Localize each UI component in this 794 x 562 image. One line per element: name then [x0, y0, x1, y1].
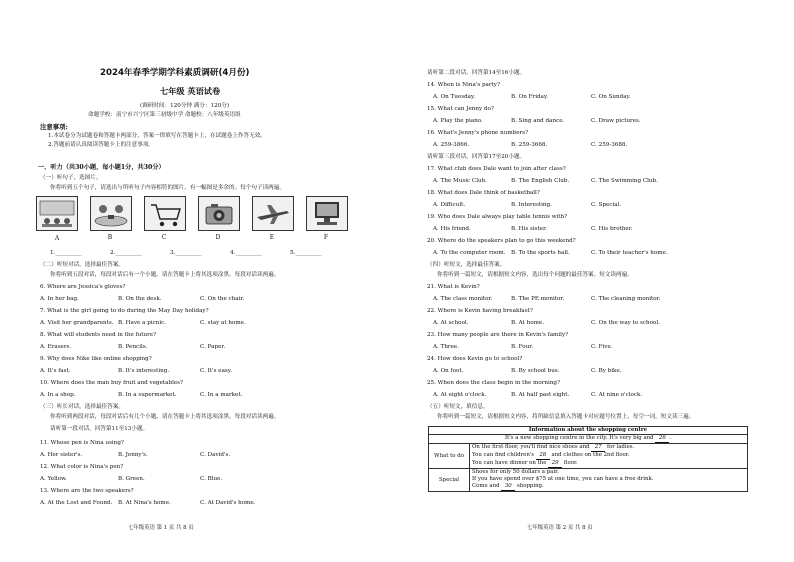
q10-option-a: A. In a shop. [40, 392, 76, 398]
line-text: You can find children's [472, 452, 535, 458]
q8-option-b: B. Pencils. [118, 344, 148, 350]
q6-option-c: C. On the chair. [200, 296, 245, 302]
q25-option-b: B. At half past eight. [511, 392, 570, 398]
picture-label-b: B [107, 234, 113, 241]
question-23: 23. How many people are there in Kevin's family? [427, 332, 569, 338]
exam-title: 2024年春季学期学科素质调研(4月份) [100, 68, 250, 78]
question-9: 9. Why does Nike like online shopping? [40, 356, 152, 362]
line-text: Come and [472, 483, 500, 489]
q12-option-c: C. Blue. [200, 476, 223, 482]
answer-blank-3: 3._________ [170, 250, 202, 256]
question-14: 14. When is Nina's party? [427, 82, 500, 88]
q9-option-c: C. It's easy. [200, 368, 232, 374]
section-2-instructions: 你将听到五段对话，每段对话后有一个小题。请在答题卡上将其选项涂黑。每段对话读两遍。 [50, 272, 280, 278]
answer-27: 27 [591, 444, 605, 452]
q10-option-b: B. In a supermarket. [118, 392, 177, 398]
q14-option-c: C. On Sunday. [591, 94, 631, 100]
table-header: Information about the shopping centre [429, 427, 748, 435]
q20-option-a: A. To the computer room. [433, 250, 506, 256]
q9-option-b: B. It's interesting. [118, 368, 170, 374]
section-5-heading: （五）听短文，填信息。 [427, 404, 489, 410]
q14-option-b: B. On Friday. [511, 94, 549, 100]
part-1-heading: 一、听力（共30小题，每小题1分，共30分） [38, 164, 165, 171]
picture-label-a: A [54, 235, 60, 242]
answer-30: 30 [501, 483, 515, 491]
table-intro-text: It's a new shopping centre in the city. It's very big and [504, 435, 654, 441]
picture-e-airplane [252, 196, 294, 231]
special-line-2: If you have spend over $75 at one time, you can have a free drink. [472, 476, 654, 482]
q17-option-b: B. The English Club. [511, 178, 570, 184]
q19-option-b: B. His sister. [511, 226, 547, 232]
special-line-1: Shoes for only 50 dollars a pair. [472, 469, 559, 475]
row-label-special: Special [429, 469, 470, 492]
section-4-heading: （四）听短文，选择最佳答案。 [427, 262, 506, 268]
section-1-heading: （一）听句子，选图片。 [40, 175, 102, 181]
section-4-instructions: 你将听到一篇短文，请根据短文内容，选出每个问题的最佳答案。短文读两遍。 [437, 272, 633, 278]
page-2-footer: 七年级英语 第 2 页 共 8 页 [527, 525, 593, 531]
answer-blank-2: 2._________ [110, 250, 142, 256]
q18-option-c: C. Special. [591, 202, 622, 208]
q12-option-b: B. Green. [118, 476, 145, 482]
exam-subtitle: 七年级 英语试卷 [160, 86, 221, 96]
picture-label-f: F [323, 234, 329, 241]
q11-option-c: C. David's. [200, 452, 231, 458]
page-1-footer: 七年级英语 第 1 页 共 8 页 [128, 525, 194, 531]
q20-option-b: B. To the sports hall. [511, 250, 570, 256]
q19-option-c: C. His brother. [591, 226, 633, 232]
question-21: 21. What is Kevin? [427, 284, 480, 290]
picture-f-computer [306, 196, 348, 231]
q25-option-a: A. At eight o'clock. [433, 392, 487, 398]
section-3-heading: （三）听长对话，选择最佳答案。 [40, 404, 124, 410]
picture-d-camera [198, 196, 240, 231]
q14-option-a: A. On Tuesday. [433, 94, 476, 100]
line-text: On the first floor, you'll find nice shoes and [472, 444, 590, 450]
q18-option-a: A. Difficult. [433, 202, 466, 208]
question-15: 15. What can Jenny do? [427, 106, 494, 112]
answer-29: 29 [548, 460, 562, 468]
q22-option-b: B. At home. [511, 320, 544, 326]
question-10: 10. Where does the man buy fruit and vegetables? [40, 380, 184, 386]
q21-option-c: C. The cleaning monitor. [591, 296, 661, 302]
answer-blank-5: 5._________ [290, 250, 322, 256]
question-8: 8. What will students need in the future? [40, 332, 157, 338]
q6-option-a: A. In her bag. [40, 296, 79, 302]
special-line-3 [472, 483, 745, 491]
q11-option-a: A. Her sister's. [40, 452, 83, 458]
q15-option-b: B. Sing and dance. [511, 118, 565, 124]
picture-label-d: D [215, 234, 221, 241]
q22-option-a: A. At school. [433, 320, 469, 326]
exam-meta: (调研时间：120分钟 满分：120分) [140, 103, 230, 109]
line-text: You can have dinner on the [472, 460, 547, 466]
q23-option-c: C. Five. [591, 344, 613, 350]
table-intro-row: It's a new shopping centre in the city. It's very big and 26 . [429, 435, 748, 444]
what-to-do-line-3 [472, 460, 745, 468]
question-11: 11. Whose pen is Nina using? [40, 440, 124, 446]
q6-option-b: B. On the desk. [118, 296, 162, 302]
q17-option-c: C. The Swimming Club. [591, 178, 658, 184]
notes-heading: 注意事项: [40, 123, 68, 131]
question-6: 6. Where are Jessica's gloves? [40, 284, 126, 290]
q21-option-a: A. The class monitor. [433, 296, 493, 302]
question-18: 18. What does Dale think of basketball? [427, 190, 540, 196]
q12-option-a: A. Yellow. [40, 476, 67, 482]
q24-option-a: A. On foot. [433, 368, 464, 374]
picture-label-e: E [269, 234, 275, 241]
question-19: 19. Who does Dale always play table tennis with? [427, 214, 568, 220]
line-text: floor. [563, 460, 578, 466]
question-16: 16. What's Jenny's phone numbers? [427, 130, 529, 136]
q23-option-b: B. Four. [511, 344, 534, 350]
picture-a-classroom [36, 196, 78, 242]
question-13: 13. Where are the two speakers? [40, 488, 134, 494]
q7-option-c: C. stay at home. [200, 320, 246, 326]
q10-option-c: C. In a market. [200, 392, 243, 398]
question-25: 25. When does the class begin in the morning? [427, 380, 561, 386]
line-text: for ladies. [606, 444, 635, 450]
question-20: 20. Where do the speakers plan to go this weekend? [427, 238, 576, 244]
question-22: 22. Where is Kevin having breakfast? [427, 308, 533, 314]
q9-option-a: A. It's fast. [40, 368, 71, 374]
q15-option-c: C. Draw pictures. [591, 118, 641, 124]
page-2-note-2: 请听第三段对话，回答第17至20小题。 [427, 154, 526, 160]
section-1-instructions: 你将听到五个句子，请选出与所听句子内容相符的图片，有一幅图是多余的。每个句子读两遍。 [50, 185, 285, 191]
answer-blank-1: 1._________ [50, 250, 82, 256]
q13-option-b: B. At Nina's home. [118, 500, 171, 506]
q18-option-b: B. Interesting. [511, 202, 552, 208]
answer-blank-4: 4._________ [230, 250, 262, 256]
q17-option-a: A. The Music Club. [433, 178, 487, 184]
q16-option-c: C. 259-3688. [591, 142, 628, 148]
q8-option-c: C. Paper. [200, 344, 226, 350]
special-cell [470, 469, 748, 492]
what-to-do-cell [470, 444, 748, 469]
q19-option-a: A. His friend. [433, 226, 471, 232]
q25-option-c: C. At nine o'clock. [591, 392, 643, 398]
q13-option-c: C. At David's home. [200, 500, 256, 506]
q11-option-b: B. Jenny's. [118, 452, 148, 458]
picture-b-picnic [90, 196, 132, 231]
picture-options [36, 196, 346, 246]
note-1: 1.本试卷分为试题卷和答题卡两部分，答案一律填写在答题卡上，在试题卷上作答无效。 [48, 133, 266, 139]
q7-option-b: B. Have a picnic. [118, 320, 167, 326]
q22-option-c: C. On the way to school. [591, 320, 660, 326]
question-24: 24. How does Kevin go to school? [427, 356, 523, 362]
q15-option-a: A. Play the piano. [433, 118, 483, 124]
question-12: 12. What color is Nina's pen? [40, 464, 124, 470]
picture-c-shopping-cart [144, 196, 186, 231]
what-to-do-line-2 [472, 452, 745, 460]
section-5-instructions: 你将听到一篇短文，请根据短文内容，将所缺信息填入答题卡对应题号位置上，每空一词。短文读三遍。 [437, 414, 695, 420]
q20-option-c: C. To their teacher's home. [591, 250, 668, 256]
picture-label-c: C [161, 234, 167, 241]
q8-option-a: A. Erasers. [40, 344, 72, 350]
section-3-instructions: 你将听到两段对话，每段对话后有几个小题，请在答题卡上将其选项涂黑。每段对话读两遍。 [50, 414, 280, 420]
q23-option-a: A. Three. [433, 344, 460, 350]
q16-option-b: B. 259-3668. [511, 142, 548, 148]
answer-28: 28 [536, 452, 550, 460]
q24-option-c: C. By bike. [591, 368, 622, 374]
q16-option-a: A. 259-3866. [433, 142, 470, 148]
page-2-note-1: 请听第二段对话，回答第14至16小题。 [427, 70, 526, 76]
line-text: shopping. [516, 483, 544, 489]
q7-option-a: A. Visit her grandparents. [40, 320, 114, 326]
line-text: and clothes on the 2nd floor. [551, 452, 630, 458]
q21-option-b: B. The PE monitor. [511, 296, 565, 302]
what-to-do-line-1 [472, 444, 745, 452]
section-2-heading: （二）听短对话，选择最佳答案。 [40, 262, 124, 268]
exam-setters: 命题学校：南宁市兴宁区第三初级中学 命题校：八年级英语组 [88, 112, 241, 118]
section-3-note: 请听第一段对话，回答第11至13小题。 [50, 426, 149, 432]
answer-26: 26 [655, 435, 669, 443]
question-17: 17. What club does Dale want to join after class? [427, 166, 566, 172]
row-label-what-to-do: What to do [429, 444, 470, 469]
note-2: 2.答题前请认真阅读答题卡上的注意事项。 [48, 142, 155, 148]
q13-option-a: A. At the Lost and Found. [40, 500, 113, 506]
q24-option-b: B. By school bus. [511, 368, 560, 374]
question-7: 7. What is the girl going to do during the May Day holiday? [40, 308, 209, 314]
shopping-centre-table [428, 426, 748, 492]
